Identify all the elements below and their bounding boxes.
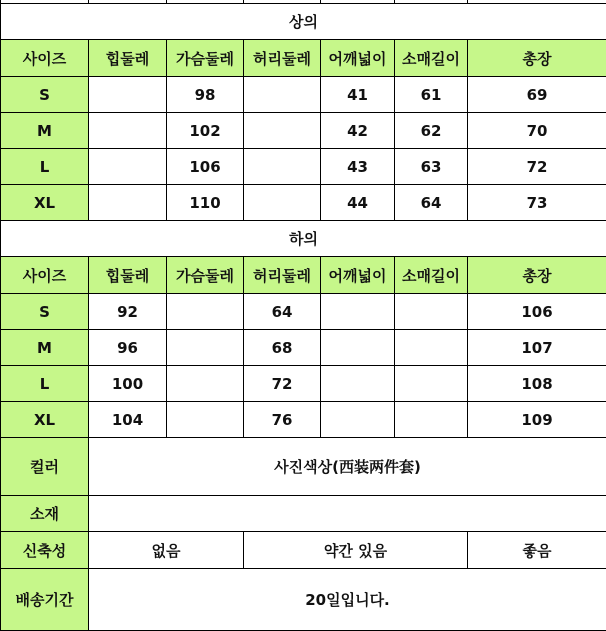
sleeve-cell (395, 366, 468, 402)
waist-cell: 72 (244, 366, 321, 402)
color-value: 사진색상(西装两件套) (89, 438, 606, 496)
waist-cell (244, 185, 321, 221)
material-row (1, 496, 606, 532)
size-label: M (1, 330, 89, 366)
stretch-label: 신축성 (1, 532, 89, 569)
waist-cell: 76 (244, 402, 321, 438)
size-label: S (1, 294, 89, 330)
top-section-title-row (1, 4, 606, 40)
length-cell: 107 (468, 330, 606, 366)
shoulder-cell (321, 402, 395, 438)
shipping-row (1, 569, 606, 631)
sleeve-cell: 62 (395, 113, 468, 149)
material-value (89, 496, 606, 532)
column-header: 총장 (468, 257, 606, 294)
waist-cell: 64 (244, 294, 321, 330)
table-row (1, 113, 606, 149)
chest-cell (167, 330, 244, 366)
bottom-section-title: 하의 (1, 221, 606, 257)
stretch-option-none: 없음 (89, 532, 244, 569)
waist-cell (244, 113, 321, 149)
shipping-value: 20일입니다. (89, 569, 606, 631)
column-header: 어깨넓이 (321, 257, 395, 294)
length-cell: 73 (468, 185, 606, 221)
column-header: 총장 (468, 40, 606, 77)
chest-cell: 98 (167, 77, 244, 113)
stretch-row (1, 532, 606, 569)
hip-cell: 92 (89, 294, 167, 330)
sleeve-cell (395, 402, 468, 438)
chest-cell (167, 402, 244, 438)
sleeve-cell (395, 330, 468, 366)
size-label: XL (1, 185, 89, 221)
stretch-option-some: 약간 있음 (244, 532, 468, 569)
chest-cell (167, 294, 244, 330)
column-header: 소매길이 (395, 257, 468, 294)
column-header: 가슴둘레 (167, 40, 244, 77)
shoulder-cell (321, 330, 395, 366)
top-section-title: 상의 (1, 4, 606, 40)
waist-cell (244, 77, 321, 113)
chest-cell: 110 (167, 185, 244, 221)
shoulder-cell: 42 (321, 113, 395, 149)
waist-cell: 68 (244, 330, 321, 366)
table-row (1, 330, 606, 366)
column-header: 어깨넓이 (321, 40, 395, 77)
length-cell: 69 (468, 77, 606, 113)
shoulder-cell: 43 (321, 149, 395, 185)
length-cell: 72 (468, 149, 606, 185)
top-header-row (1, 40, 606, 77)
hip-cell (89, 185, 167, 221)
column-header: 사이즈 (1, 257, 89, 294)
size-label: S (1, 77, 89, 113)
shipping-label: 배송기간 (1, 569, 89, 631)
size-label: M (1, 113, 89, 149)
hip-cell: 96 (89, 330, 167, 366)
shoulder-cell (321, 294, 395, 330)
size-label: L (1, 366, 89, 402)
chest-cell: 102 (167, 113, 244, 149)
material-label: 소재 (1, 496, 89, 532)
length-cell: 109 (468, 402, 606, 438)
waist-cell (244, 149, 321, 185)
column-header: 가슴둘레 (167, 257, 244, 294)
shoulder-cell: 44 (321, 185, 395, 221)
shoulder-cell: 41 (321, 77, 395, 113)
column-header: 소매길이 (395, 40, 468, 77)
chest-cell: 106 (167, 149, 244, 185)
bottom-section-title-row (1, 221, 606, 257)
size-label: L (1, 149, 89, 185)
column-header: 힙둘레 (89, 257, 167, 294)
sleeve-cell: 61 (395, 77, 468, 113)
table-row (1, 402, 606, 438)
table-row (1, 185, 606, 221)
column-header: 허리둘레 (244, 257, 321, 294)
column-header: 힙둘레 (89, 40, 167, 77)
sleeve-cell: 64 (395, 185, 468, 221)
sleeve-cell: 63 (395, 149, 468, 185)
table-row (1, 149, 606, 185)
sleeve-cell (395, 294, 468, 330)
hip-cell (89, 77, 167, 113)
bottom-header-row (1, 257, 606, 294)
hip-cell (89, 149, 167, 185)
hip-cell: 104 (89, 402, 167, 438)
column-header: 사이즈 (1, 40, 89, 77)
column-header: 허리둘레 (244, 40, 321, 77)
length-cell: 106 (468, 294, 606, 330)
size-label: XL (1, 402, 89, 438)
table-row (1, 294, 606, 330)
chest-cell (167, 366, 244, 402)
length-cell: 70 (468, 113, 606, 149)
color-row (1, 438, 606, 496)
length-cell: 108 (468, 366, 606, 402)
hip-cell (89, 113, 167, 149)
shoulder-cell (321, 366, 395, 402)
color-label: 컬러 (1, 438, 89, 496)
table-row (1, 366, 606, 402)
table-row (1, 77, 606, 113)
stretch-option-good: 좋음 (468, 532, 606, 569)
hip-cell: 100 (89, 366, 167, 402)
